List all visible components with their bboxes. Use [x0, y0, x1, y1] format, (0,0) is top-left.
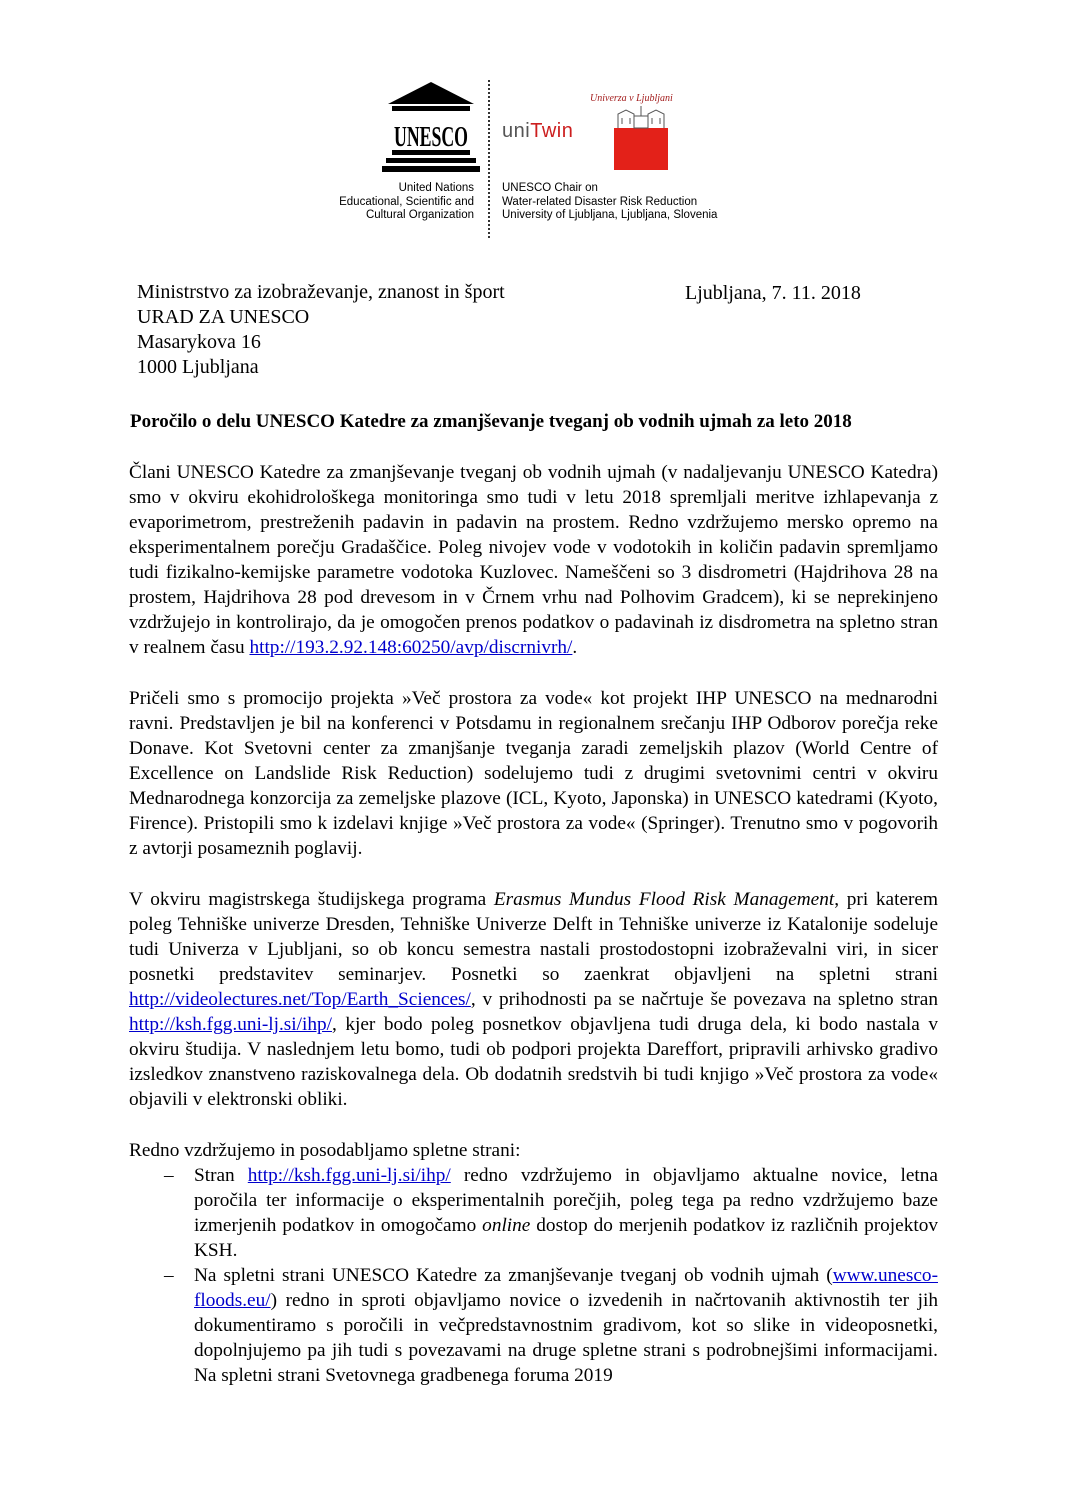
- letter-date: Ljubljana, 7. 11. 2018: [685, 282, 861, 304]
- letterhead: [0, 0, 1067, 250]
- unesco-wordmark: UNESCO: [394, 121, 468, 153]
- list-intro: Redno vzdržujemo in posodabljamo spletne strani:: [129, 1140, 521, 1161]
- unitwin-logo: uniTwin: [502, 120, 574, 142]
- report-title: Poročilo o delu UNESCO Katedre za zmanjševanje tveganj ob vodnih ujmah za leto 2018: [130, 411, 852, 432]
- unesco-org-name: United Nations Educational, Scientific and Cultural Organization: [339, 182, 474, 221]
- university-caption: Univerza v Ljubljani: [590, 93, 673, 104]
- list-item: – Stran http://ksh.fgg.uni-lj.si/ihp/ redno vzdržujemo in objavljamo aktualne novice, letna poročila ter informacije o eksperimentalnih porečjih, poleg tega pa redno vzdržujemo baze izmerjenih podatkov in omogočamo online dostop do merjenih podatkov iz različnih projektov KSH.: [164, 1165, 939, 1261]
- report-body: [129, 460, 938, 1388]
- recipient-address: Ministrstvo za izobraževanje, znanost in šport URAD ZA UNESCO Masarykova 16 1000 Ljubljana: [137, 281, 505, 378]
- unesco-floods-link[interactable]: www.unesco-floods.eu/: [194, 1265, 938, 1311]
- university-building-icon: [612, 104, 670, 170]
- websites-list: [129, 1163, 938, 1388]
- paragraph-erasmus: V okviru magistrskega študijskega programa Erasmus Mundus Flood Risk Management, pri katerem poleg Tehniške univerze Dresden, Tehniške Univerze Delft in Tehniške univerze iz Katalonije sodeluje tudi Univerza v Ljubljani, so ob koncu semestra nastali prostodostopni izobraževalni viri, in sicer posnetki predstavitev seminarjev. Posnetki so zaenkrat objavljeni na spletni strani http://videolectures.net/Top/Earth_Sciences/, v prihodnosti pa se načrtuje še povezava na spletno stran http://ksh.fgg.uni-lj.si/ihp/, kjer bodo poleg posnetkov objavljena tudi druga dela, ki bodo nastala v okviru študija. V naslednjem letu bomo, tudi ob podpori projekta Dareffort, pripravili arhivsko gradivo izsledkov znanstveno raziskovalnega dela. Ob dodatnih sredstvih bi tudi knjigo »Več prostora za vode« objavili v elektronski obliki.: [129, 889, 938, 1110]
- videolectures-link[interactable]: http://videolectures.net/Top/Earth_Sciences/: [129, 989, 471, 1010]
- list-item: – Na spletni strani UNESCO Katedre za zmanjševanje tveganj ob vodnih ujmah (www.unesco-floods.eu/) redno in sproti objavljamo novice o izvedenih in načrtovanih aktivnostih ter jih dokumentiramo s poročili in večpredstavnostnim gradivom, kot so slike in videoposnetki, dopolnjujemo pa jih tudi s povezavami na druge spletne strani s podrobnejšimi informacijami. Na spletni strani Svetovnega gradbenega foruma 2019: [164, 1265, 938, 1386]
- unesco-temple-logo: [382, 80, 480, 180]
- disdrometer-link[interactable]: http://193.2.92.148:60250/avp/discrnivrh/: [249, 637, 573, 658]
- header-divider: [488, 80, 490, 238]
- paragraph-monitoring: Člani UNESCO Katedre za zmanjševanje tveganj ob vodnih ujmah (v nadaljevanju UNESCO Katedra) smo v okviru ekohidrološkega monitoringa smo tudi v letu 2018 spremljali meritve izhlapevanja z evaporimetrom, prestreženih padavin in padavin na prostem. Redno vzdržujemo mersko opremo na eksperimentalnem porečju Gradaščice. Poleg nivojev vode v vodotokih in količin padavin spremljamo tudi fizikalno-kemijske parametre vodotoka Kuzlovec. Nameščeni so 3 disdrometri (Hajdrihova 28 na prostem, Hajdrihova 28 pod drevesom in v Črnem vrhu nad Polhovim Gradcem), ki se neprekinjeno vzdržujejo in kontrolirajo, da je omogočen prenos podatkov o padavinah iz disdrometra na spletno stran v realnem času http://193.2.92.148:60250/avp/discrnivrh/.: [129, 462, 938, 658]
- ksh-ihp-link-2[interactable]: http://ksh.fgg.uni-lj.si/ihp/: [247, 1165, 451, 1186]
- paragraph-promotion: Pričeli smo s promocijo projekta »Več prostora za vode« kot projekt IHP UNESCO na mednarodni ravni. Predstavljen je bil na konferenci v Potsdamu in regionalnem srečanju IHP Odborov porečja reke Donave. Kot Svetovni center za zmanjšanje tveganja zaradi zemeljskih plazov (World Centre of Excellence on Landslide Risk Reduction) sodelujemo tudi z drugimi svetovnimi centri v okviru Mednarodnega konzorcija za zemeljske plazove (ICL, Kyoto, Japonska) in UNESCO katedrami (Kyoto, Firence). Pristopili smo k izdelavi knjige »Več prostora za vode« (Springer). Trenutno smo v pogovorih z avtorji posameznih poglavij.: [129, 688, 938, 859]
- unesco-chair-name: UNESCO Chair on Water-related Disaster Risk Reduction University of Ljubljana, Ljubljana, Slovenia: [502, 182, 718, 221]
- ksh-ihp-link[interactable]: http://ksh.fgg.uni-lj.si/ihp/: [129, 1014, 332, 1035]
